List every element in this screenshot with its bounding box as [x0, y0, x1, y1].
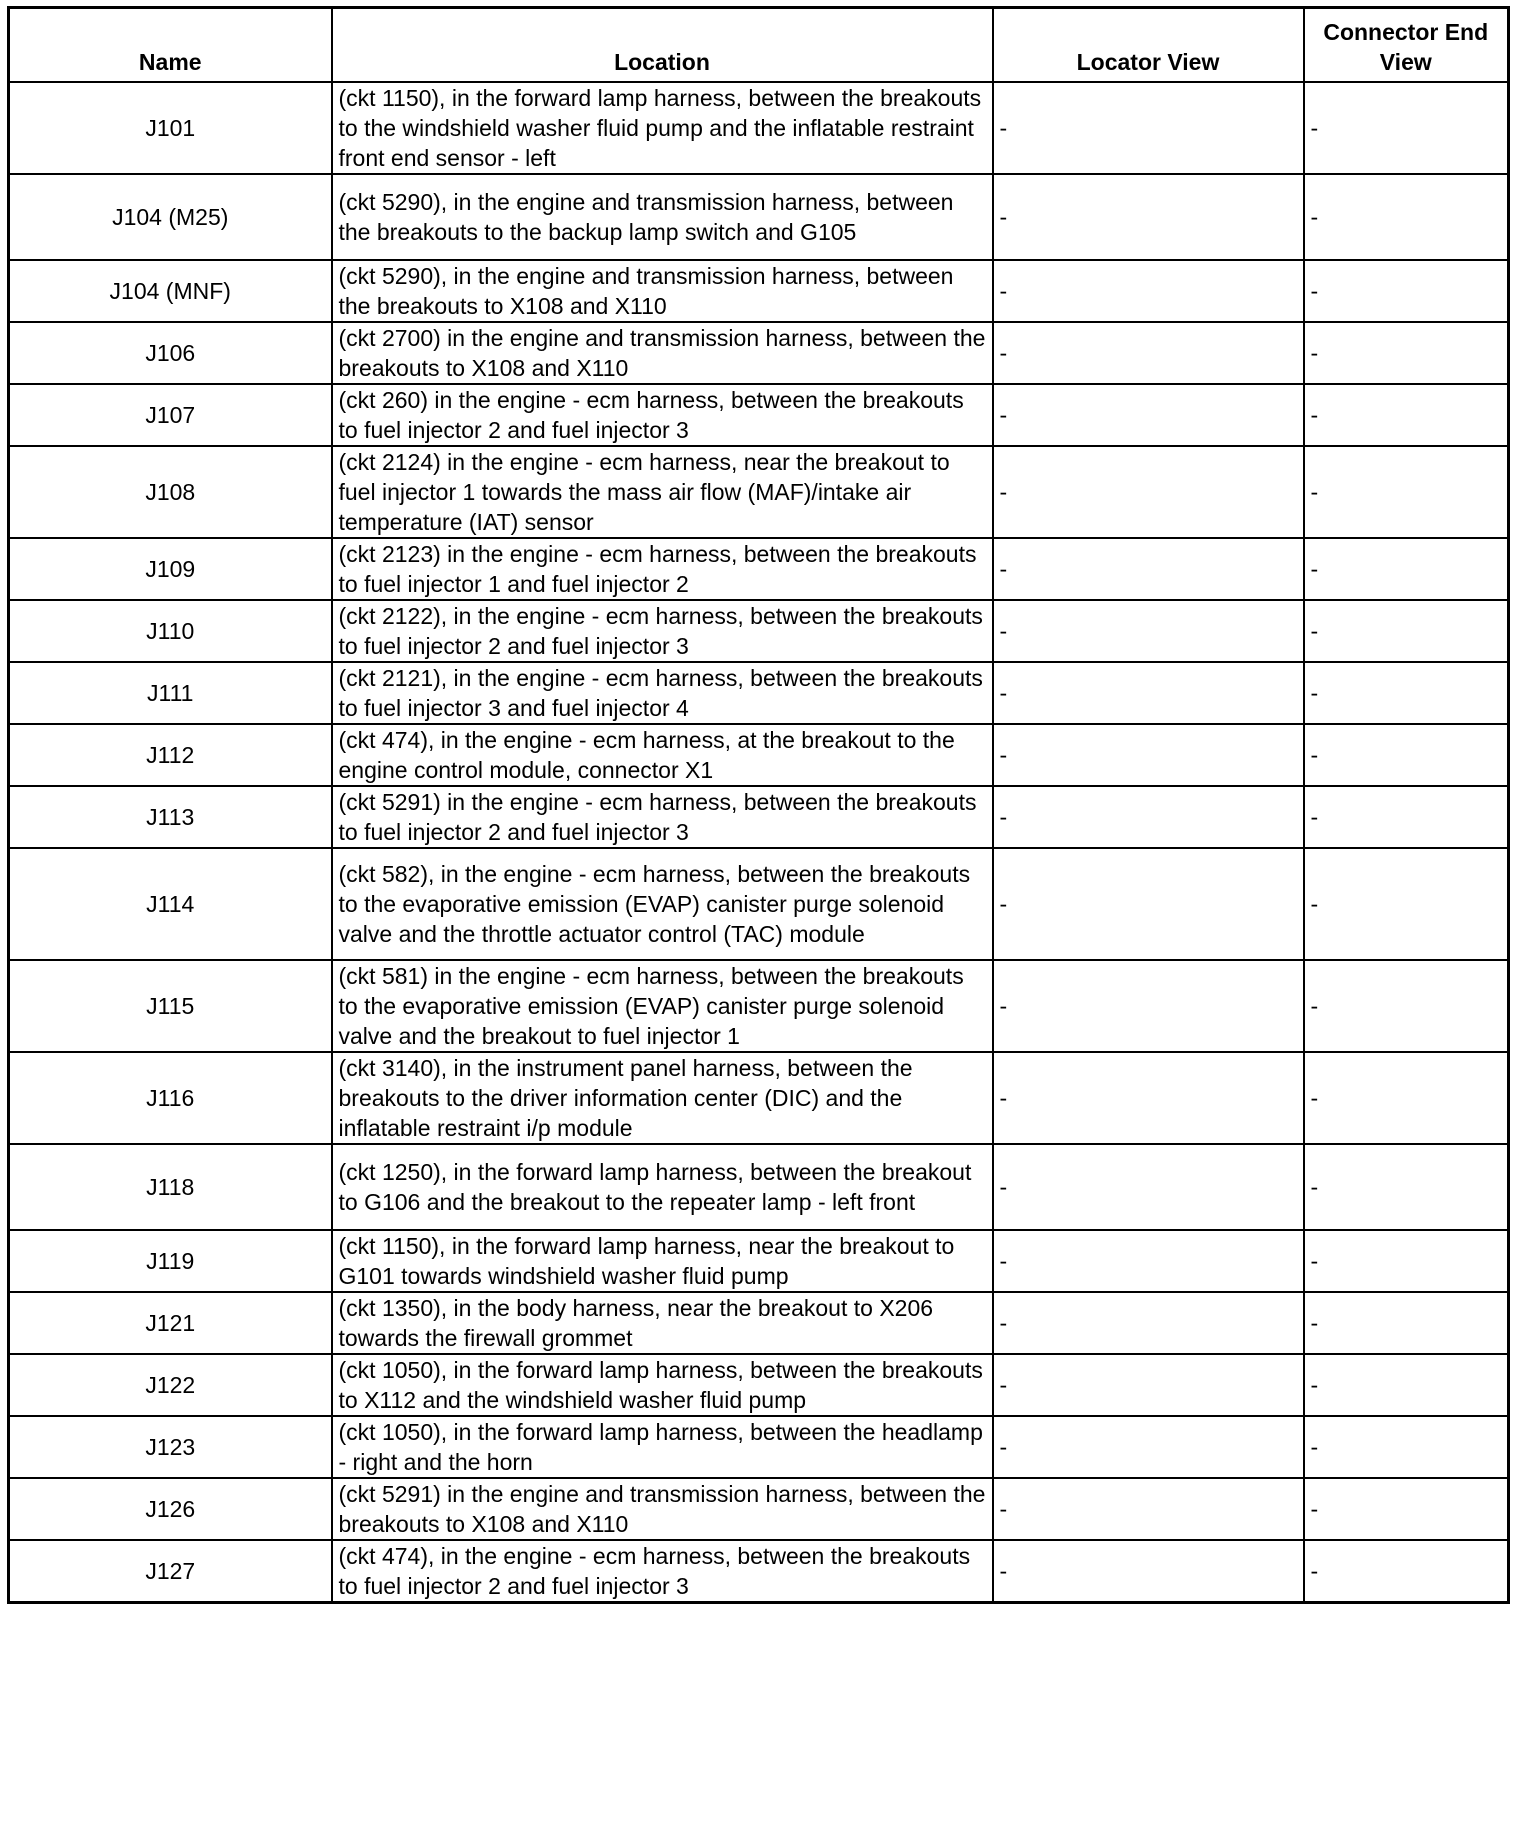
row-locator-view-cell: -	[993, 538, 1304, 600]
connector-location-table	[7, 6, 1510, 1604]
row-connector-end-view-cell: -	[1304, 662, 1509, 724]
row-locator-view-cell: -	[993, 446, 1304, 538]
row-locator-view-cell: -	[993, 662, 1304, 724]
row-location-cell: (ckt 3140), in the instrument panel harness, between the breakouts to the driver information center (DIC) and the inflatable restraint i/p module	[332, 1052, 993, 1144]
row-name-cell: J126	[9, 1478, 332, 1540]
row-name-cell: J116	[9, 1052, 332, 1144]
row-locator-view-cell: -	[993, 82, 1304, 174]
row-connector-end-view-cell: -	[1304, 1540, 1509, 1603]
row-name-cell: J122	[9, 1354, 332, 1416]
table-row	[9, 960, 1509, 1052]
row-connector-end-view-cell: -	[1304, 600, 1509, 662]
table-row	[9, 82, 1509, 174]
table-row	[9, 322, 1509, 384]
row-locator-view-cell: -	[993, 1540, 1304, 1603]
row-connector-end-view-cell: -	[1304, 724, 1509, 786]
row-name-cell: J115	[9, 960, 332, 1052]
row-location-cell: (ckt 5291) in the engine and transmission harness, between the breakouts to X108 and X110	[332, 1478, 993, 1540]
row-connector-end-view-cell: -	[1304, 384, 1509, 446]
row-connector-end-view-cell: -	[1304, 848, 1509, 960]
row-locator-view-cell: -	[993, 260, 1304, 322]
row-location-cell: (ckt 582), in the engine - ecm harness, between the breakouts to the evaporative emission (EVAP) canister purge solenoid valve and the throttle actuator control (TAC) module	[332, 848, 993, 960]
table-row	[9, 786, 1509, 848]
header-connector-end-view: Connector End View	[1304, 8, 1509, 83]
row-name-cell: J101	[9, 82, 332, 174]
table-row	[9, 1478, 1509, 1540]
table-row	[9, 1052, 1509, 1144]
table-row	[9, 260, 1509, 322]
row-connector-end-view-cell: -	[1304, 446, 1509, 538]
row-location-cell: (ckt 2121), in the engine - ecm harness, between the breakouts to fuel injector 3 and fuel injector 4	[332, 662, 993, 724]
row-connector-end-view-cell: -	[1304, 1292, 1509, 1354]
row-location-cell: (ckt 1050), in the forward lamp harness, between the headlamp - right and the horn	[332, 1416, 993, 1478]
row-location-cell: (ckt 1250), in the forward lamp harness, between the breakout to G106 and the breakout to the repeater lamp - left front	[332, 1144, 993, 1230]
table-row	[9, 538, 1509, 600]
row-connector-end-view-cell: -	[1304, 322, 1509, 384]
row-name-cell: J118	[9, 1144, 332, 1230]
row-location-cell: (ckt 5290), in the engine and transmission harness, between the breakouts to X108 and X110	[332, 260, 993, 322]
table-row	[9, 1354, 1509, 1416]
row-name-cell: J104 (MNF)	[9, 260, 332, 322]
table-row	[9, 1292, 1509, 1354]
table-row	[9, 1540, 1509, 1603]
row-name-cell: J127	[9, 1540, 332, 1603]
row-locator-view-cell: -	[993, 1230, 1304, 1292]
table-row	[9, 1416, 1509, 1478]
row-locator-view-cell: -	[993, 1292, 1304, 1354]
table-row	[9, 848, 1509, 960]
row-connector-end-view-cell: -	[1304, 1416, 1509, 1478]
row-name-cell: J108	[9, 446, 332, 538]
row-connector-end-view-cell: -	[1304, 1478, 1509, 1540]
row-locator-view-cell: -	[993, 1478, 1304, 1540]
row-location-cell: (ckt 2700) in the engine and transmission harness, between the breakouts to X108 and X110	[332, 322, 993, 384]
table-row	[9, 174, 1509, 260]
row-connector-end-view-cell: -	[1304, 1230, 1509, 1292]
row-location-cell: (ckt 1150), in the forward lamp harness, near the breakout to G101 towards windshield washer fluid pump	[332, 1230, 993, 1292]
row-locator-view-cell: -	[993, 1416, 1304, 1478]
header-locator-view: Locator View	[993, 8, 1304, 83]
row-name-cell: J109	[9, 538, 332, 600]
row-locator-view-cell: -	[993, 1354, 1304, 1416]
row-connector-end-view-cell: -	[1304, 174, 1509, 260]
row-name-cell: J110	[9, 600, 332, 662]
row-name-cell: J119	[9, 1230, 332, 1292]
row-name-cell: J113	[9, 786, 332, 848]
header-location: Location	[332, 8, 993, 83]
table-row	[9, 600, 1509, 662]
row-locator-view-cell: -	[993, 1052, 1304, 1144]
row-connector-end-view-cell: -	[1304, 786, 1509, 848]
row-name-cell: J114	[9, 848, 332, 960]
row-locator-view-cell: -	[993, 322, 1304, 384]
row-locator-view-cell: -	[993, 724, 1304, 786]
row-location-cell: (ckt 474), in the engine - ecm harness, between the breakouts to fuel injector 2 and fuel injector 3	[332, 1540, 993, 1603]
row-name-cell: J106	[9, 322, 332, 384]
table-row	[9, 1230, 1509, 1292]
row-connector-end-view-cell: -	[1304, 260, 1509, 322]
row-connector-end-view-cell: -	[1304, 538, 1509, 600]
table-row	[9, 662, 1509, 724]
row-location-cell: (ckt 1350), in the body harness, near the breakout to X206 towards the firewall grommet	[332, 1292, 993, 1354]
row-locator-view-cell: -	[993, 174, 1304, 260]
table-row	[9, 724, 1509, 786]
row-connector-end-view-cell: -	[1304, 82, 1509, 174]
table-row	[9, 1144, 1509, 1230]
row-name-cell: J107	[9, 384, 332, 446]
row-name-cell: J104 (M25)	[9, 174, 332, 260]
row-location-cell: (ckt 5291) in the engine - ecm harness, between the breakouts to fuel injector 2 and fuel injector 3	[332, 786, 993, 848]
row-locator-view-cell: -	[993, 848, 1304, 960]
row-location-cell: (ckt 1150), in the forward lamp harness, between the breakouts to the windshield washer fluid pump and the inflatable restraint front end sensor - left	[332, 82, 993, 174]
row-name-cell: J111	[9, 662, 332, 724]
row-location-cell: (ckt 581) in the engine - ecm harness, between the breakouts to the evaporative emission (EVAP) canister purge solenoid valve and the breakout to fuel injector 1	[332, 960, 993, 1052]
row-locator-view-cell: -	[993, 600, 1304, 662]
row-location-cell: (ckt 2122), in the engine - ecm harness, between the breakouts to fuel injector 2 and fuel injector 3	[332, 600, 993, 662]
row-locator-view-cell: -	[993, 960, 1304, 1052]
row-connector-end-view-cell: -	[1304, 960, 1509, 1052]
row-connector-end-view-cell: -	[1304, 1052, 1509, 1144]
header-row	[9, 8, 1509, 83]
row-location-cell: (ckt 2124) in the engine - ecm harness, near the breakout to fuel injector 1 towards the mass air flow (MAF)/intake air temperature (IAT) sensor	[332, 446, 993, 538]
header-name: Name	[9, 8, 332, 83]
row-locator-view-cell: -	[993, 786, 1304, 848]
row-locator-view-cell: -	[993, 384, 1304, 446]
row-location-cell: (ckt 474), in the engine - ecm harness, at the breakout to the engine control module, connector X1	[332, 724, 993, 786]
row-location-cell: (ckt 5290), in the engine and transmission harness, between the breakouts to the backup lamp switch and G105	[332, 174, 993, 260]
row-location-cell: (ckt 1050), in the forward lamp harness, between the breakouts to X112 and the windshield washer fluid pump	[332, 1354, 993, 1416]
table-row	[9, 384, 1509, 446]
row-name-cell: J112	[9, 724, 332, 786]
row-name-cell: J121	[9, 1292, 332, 1354]
row-location-cell: (ckt 260) in the engine - ecm harness, between the breakouts to fuel injector 2 and fuel injector 3	[332, 384, 993, 446]
table-row	[9, 446, 1509, 538]
row-connector-end-view-cell: -	[1304, 1144, 1509, 1230]
row-name-cell: J123	[9, 1416, 332, 1478]
row-connector-end-view-cell: -	[1304, 1354, 1509, 1416]
table-body	[9, 82, 1509, 1603]
row-locator-view-cell: -	[993, 1144, 1304, 1230]
row-location-cell: (ckt 2123) in the engine - ecm harness, between the breakouts to fuel injector 1 and fuel injector 2	[332, 538, 993, 600]
